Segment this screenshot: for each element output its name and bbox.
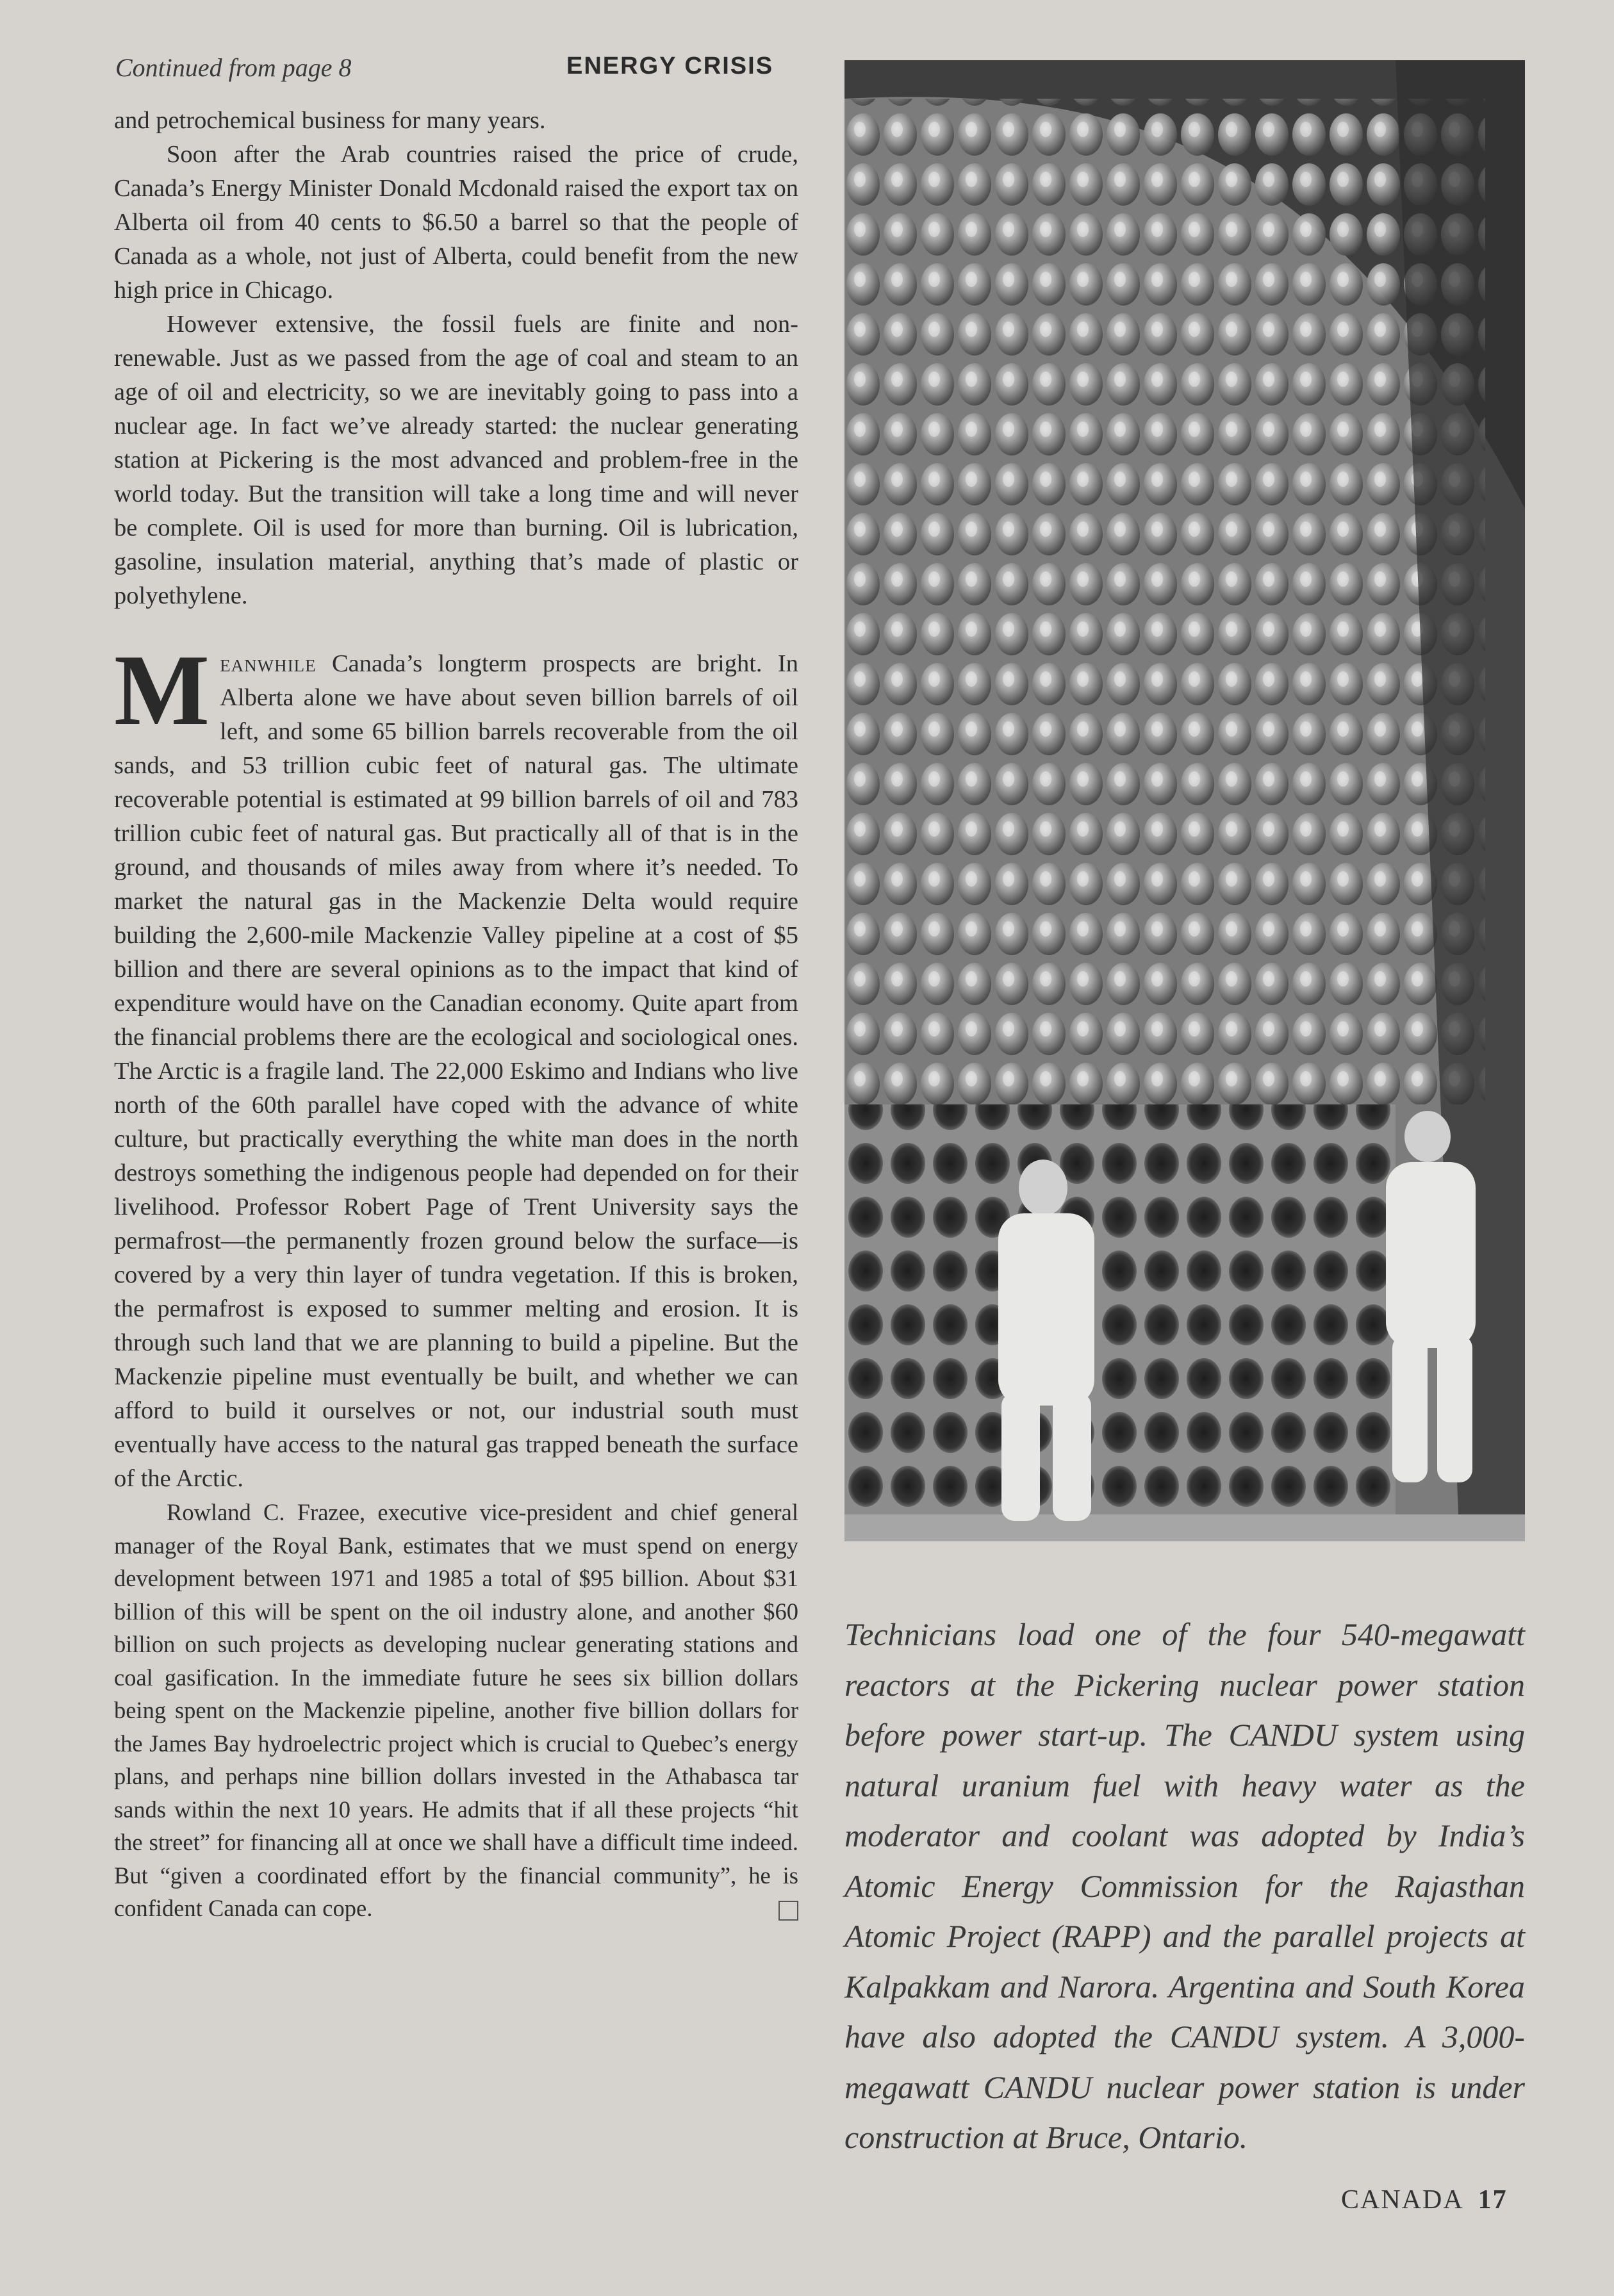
- magazine-name: CANADA: [1341, 2185, 1464, 2215]
- reactor-face-illustration: [844, 60, 1525, 1541]
- page-footer: [1341, 2185, 1508, 2215]
- paragraph-4-text: Canada’s longterm prospects are bright. In Alberta alone we have about seven billion barrels of oil left, and some 65 billion barrels recoverable from the oil sands, and 53 trillion cubic feet of natural gas. The ultimate recoverable potential is estimated at 99 billion barrels of oil and 783 trillion cubic feet of natural gas. But practically all of that is in the ground, and thousands of miles away from where it’s needed. To market the natural gas in the Mackenzie Delta would require building the 2,600-mile Mackenzie Valley pipeline at a cost of $5 billion and there are several opinions as to the impact that kind of expenditure would have on the Canadian economy. Quite apart from the financial problems there are the ecological and sociological ones. The Arctic is a fragile land. The 22,000 Eskimo and Indians who live north of the 60th parallel have coped with the advance of white culture, but practically everything the white man does in the north destroys something the indigenous people had depended on for their livelihood. Professor Robert Page of Trent University says the permafrost—the permanently frozen ground below the surface—is covered by a very thin layer of tundra vegetation. If this is broken, the permafrost is exposed to summer melting and erosion. It is through such land that we are planning to build a pipeline. But the Mackenzie pipeline must eventually be built, and whether we can afford to build it ourselves or not, our industrial south must eventually have access to the natural gas trapped beneath the surface of the Arctic.: [114, 650, 798, 1492]
- lead-in: eanwhile: [220, 650, 317, 677]
- paragraph-1: and petrochemical business for many years.: [114, 107, 546, 134]
- paragraph-2: Soon after the Arab countries raised the price of crude, Canada’s Energy Minister Donald Mcdonald raised the export tax on Alberta oil from 40 cents to $6.50 a barrel so that the people of Canada as a whole, not just of Alberta, could benefit from the new high price in Chicago.: [114, 141, 798, 304]
- photo-caption: Technicians load one of the four 540-megawatt reactors at the Pickering nuclear power station before power start-up. The CANDU system using natural uranium fuel with heavy water as the moderator and coolant was adopted by India’s Atomic Energy Commission for the Rajasthan Atomic Project (RAPP) and the parallel projects at Kalpakkam and Narora. Argentina and South Korea have also adopted the CANDU system. A 3,000-megawatt CANDU nuclear power station is under construction at Bruce, Ontario.: [844, 1616, 1525, 2155]
- reactor-photo: [844, 60, 1525, 1541]
- paragraph-4: [114, 634, 798, 1496]
- drop-cap: M: [114, 634, 210, 746]
- paragraph-3: However extensive, the fossil fuels are finite and nonrenewable. Just as we passed from the age of coal and steam to an age of oil and electricity, so we are inevitably going to pass into a nuclear age. In fact we’ve already started: the nuclear generating station at Pickering is the most advanced and problem-free in the world today. But the transition will take a long time and will never be complete. Oil is used for more than burning. Oil is lubrication, gasoline, insulation material, anything that’s made of plastic or polyethylene.: [114, 311, 798, 609]
- end-mark-icon: [778, 1901, 798, 1921]
- article-body: [114, 104, 798, 1925]
- paragraph-5: [114, 1496, 798, 1925]
- continued-from-label: Continued from page 8: [115, 53, 352, 82]
- page-number: 17: [1478, 2185, 1508, 2215]
- section-title: ENERGY CRISIS: [566, 53, 774, 79]
- paragraph-5-text: Rowland C. Frazee, executive vice-president and chief general manager of the Royal Bank, estimates that we must spend on energy development between 1971 and 1985 a total of $95 billion. About $31 billion of this will be spent on the oil industry alone, and another $60 billion on such projects as developing nuclear generating stations and coal gasification. In the immediate future he sees six billion dollars being spent on the Mackenzie pipeline, another five billion dollars for the James Bay hydroelectric project which is crucial to Quebec’s energy plans, and perhaps nine billion dollars invested in the Athabasca tar sands within the next 10 years. He admits that if all these projects “hit the street” for financing all at once we shall have a difficult time indeed. But “given a coordinated effort by the financial community”, he is confident Canada can cope.: [114, 1499, 798, 1921]
